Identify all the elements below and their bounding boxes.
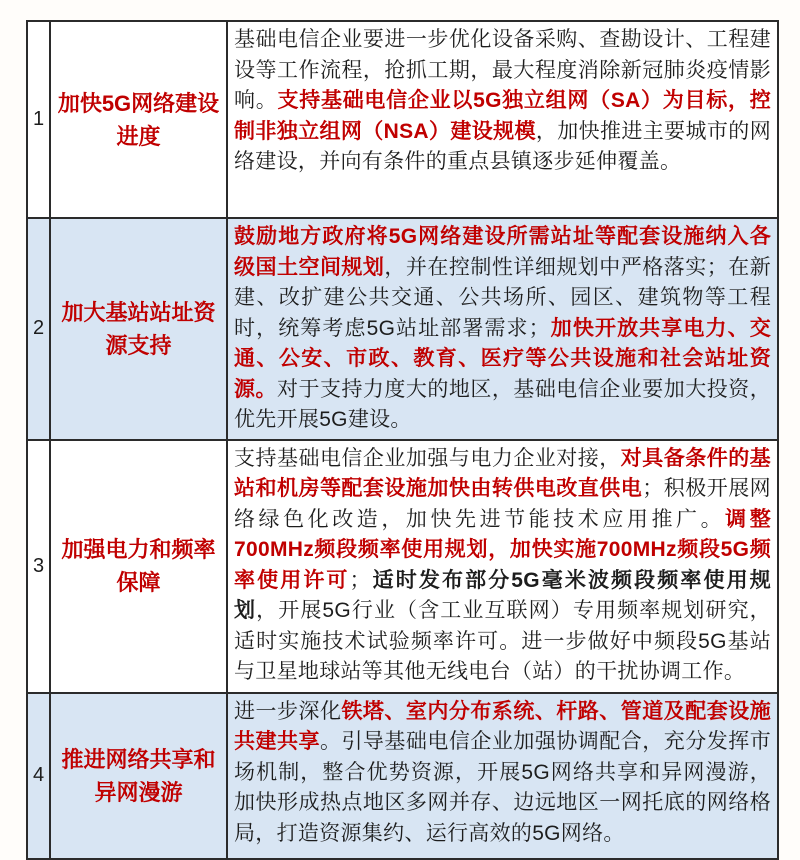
text-segment-red: 对具备条件的基站和机房等配套设施加快由转供电改直供电 [234, 446, 771, 500]
row-title: 推进网络共享和异网漫游 [50, 693, 227, 859]
text-segment-black: 支持基础电信企业加强与电力企业对接， [234, 446, 621, 470]
text-segment-black: 。引导基础电信企业加强协调配合，充分发挥市场机制，整合优势资源，开展5G网络共享和异网漫游，加快形成热点地区多网并存、边远地区一网托底的网络格局，打造资源集约、运行高效的5G网络。 [234, 730, 771, 845]
policy-table [26, 20, 779, 860]
table-row [27, 440, 778, 693]
text-segment-black: ； [349, 568, 371, 592]
row-title: 加大基站站址资源支持 [50, 218, 227, 440]
row-number: 3 [27, 440, 50, 693]
row-content [227, 218, 778, 440]
text-segment-black: ；积极开展网络绿色化改造，加快先进节能技术应用推广。 [234, 477, 771, 531]
text-segment-black: 对于支持力度大的地区，基础电信企业要加大投资，优先开展5G建设。 [234, 377, 771, 431]
row-title: 加强电力和频率保障 [50, 440, 227, 693]
text-segment-black: 基础电信企业要进一步优化设备采购、查勘设计、工程建设等工作流程，抢抓工期，最大程度消除新冠肺炎疫情影响。 [234, 28, 771, 112]
row-title: 加快5G网络建设进度 [50, 21, 227, 218]
table-row [27, 218, 778, 440]
table-row [27, 21, 778, 218]
text-segment-red: 调整700MHz频段频率使用规划，加快实施700MHz频段5G频率使用许可 [234, 507, 771, 592]
text-segment-red: 加快开放共享电力、交通、公安、市政、教育、医疗等公共设施和社会站址资源。 [234, 316, 772, 401]
text-segment-boldblack: 适时发布部分5G毫米波频段频率使用规划 [234, 568, 771, 622]
text-segment-red: 鼓励地方政府将5G网络建设所需站址等配套设施纳入各级国土空间规划 [234, 225, 771, 279]
text-segment-black: ，并在控制性详细规划中严格落实；在新建、改扩建公共交通、公共场所、园区、建筑物等工程时，统筹考虑5G站址部署需求； [234, 255, 771, 340]
row-number: 2 [27, 218, 50, 440]
row-number: 1 [27, 21, 50, 218]
row-number: 4 [27, 693, 50, 859]
row-content [227, 693, 778, 859]
row-content [227, 440, 778, 693]
text-segment-red: 铁塔、室内分布系统、杆路、管道及配套设施共建共享 [234, 699, 771, 753]
table-row [27, 693, 778, 859]
text-segment-black: ，开展5G行业（含工业互联网）专用频率规划研究，适时实施技术试验频率许可。进一步做好中频段5G基站与卫星地球站等其他无线电台（站）的干扰协调工作。 [234, 599, 771, 683]
text-segment-black: 进一步深化 [234, 699, 342, 723]
row-content [227, 21, 778, 218]
text-segment-black: ，加快推进主要城市的网络建设，并向有条件的重点县镇逐步延伸覆盖。 [234, 119, 771, 173]
table-body [27, 21, 778, 859]
text-segment-red: 支持基础电信企业以5G独立组网（SA）为目标，控制非独立组网（NSA）建设规模 [234, 89, 771, 143]
